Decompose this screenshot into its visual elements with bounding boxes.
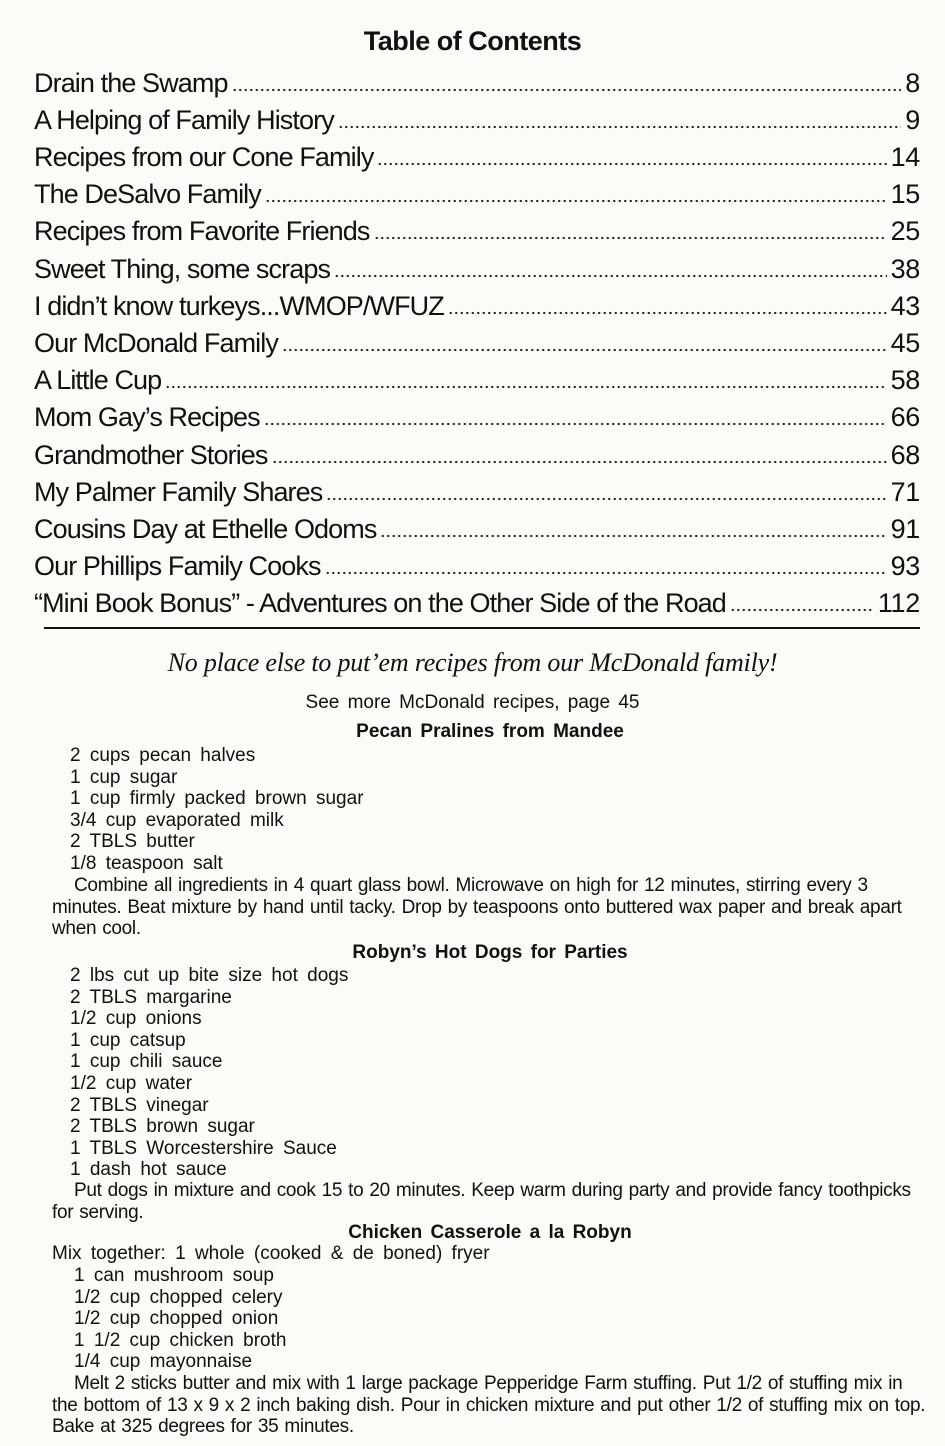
toc-list — [34, 62, 920, 620]
ingredient: 1 cup firmly packed brown sugar — [70, 788, 364, 810]
ingredient: 1 TBLS Worcestershire Sauce — [70, 1137, 337, 1159]
toc-entry — [34, 99, 920, 136]
toc-entry-label: Drain the Swamp — [34, 67, 228, 98]
ingredient: 3/4 cup evaporated milk — [70, 809, 284, 831]
ingredient-list — [70, 745, 364, 875]
toc-entry — [34, 248, 920, 285]
toc-dot-leader — [165, 360, 886, 390]
ingredient: 2 lbs cut up bite size hot dogs — [70, 965, 349, 986]
ingredient: 1 can mushroom soup — [74, 1265, 274, 1286]
toc-entry — [34, 174, 920, 211]
toc-entry-page: 91 — [890, 513, 920, 544]
toc-dot-leader — [325, 545, 887, 575]
toc-dot-leader — [374, 211, 887, 241]
toc-entry-label: The DeSalvo Family — [34, 179, 261, 210]
toc-entry-label: A Helping of Family History — [34, 104, 334, 135]
ingredient: 1/8 teaspoon salt — [70, 852, 223, 874]
ingredient: 1/4 cup mayonnaise — [74, 1351, 253, 1373]
toc-entry-page: 45 — [890, 328, 920, 358]
toc-entry-page: 112 — [877, 588, 920, 619]
section-divider — [44, 627, 920, 629]
toc-dot-leader — [380, 508, 886, 538]
toc-dot-leader — [232, 62, 902, 92]
ingredient: 1 cup catsup — [70, 1029, 186, 1051]
toc-entry-page: 71 — [890, 476, 920, 507]
ingredient: 1/2 cup chopped onion — [74, 1308, 279, 1330]
toc-entry — [34, 508, 920, 545]
toc-entry-page: 58 — [890, 365, 920, 396]
toc-entry-page: 43 — [890, 290, 920, 321]
toc-entry-page: 38 — [890, 253, 920, 284]
toc-dot-leader — [265, 174, 887, 204]
recipe-title: Pecan Pralines from Mandee — [356, 721, 624, 742]
toc-entry — [34, 397, 920, 434]
toc-entry-label: Recipes from our Cone Family — [34, 142, 374, 173]
toc-entry-page: 25 — [890, 216, 920, 247]
toc-entry-label: Recipes from Favorite Friends — [34, 216, 370, 247]
ingredient-list — [70, 965, 348, 1181]
recipe-intro: Mix together: 1 whole (cooked & de boned) fryer — [52, 1243, 490, 1264]
toc-entry-label: My Palmer Family Shares — [34, 476, 323, 507]
toc-dot-leader — [264, 397, 887, 427]
toc-entry-page: 14 — [890, 142, 920, 173]
toc-entry — [34, 545, 920, 582]
ingredient: 1 1/2 cup chicken broth — [74, 1329, 287, 1351]
toc-entry-page: 68 — [890, 439, 920, 470]
toc-entry — [34, 360, 920, 397]
toc-dot-leader — [326, 471, 886, 501]
ingredient: 1/2 cup water — [70, 1072, 193, 1094]
toc-entry — [34, 285, 920, 322]
toc-dot-leader — [282, 322, 887, 352]
section-subtitle: No place else to put’em recipes from our McDonald family! — [167, 648, 778, 677]
toc-entry-page: 93 — [890, 551, 920, 582]
toc-entry-page: 8 — [905, 67, 920, 98]
toc-entry — [34, 583, 920, 620]
toc-entry-label: I didn’t know turkeys...WMOP/WFUZ — [34, 290, 444, 321]
ingredient: 1 cup chili sauce — [70, 1051, 223, 1073]
ingredient: 2 cups pecan halves — [70, 745, 256, 766]
toc-entry-page: 15 — [890, 179, 920, 210]
ingredient: 1/2 cup onions — [70, 1008, 202, 1030]
toc-entry-label: Grandmother Stories — [34, 439, 268, 470]
ingredient: 2 TBLS brown sugar — [70, 1116, 255, 1138]
toc-entry — [34, 211, 920, 248]
toc-dot-leader — [338, 99, 901, 129]
toc-entry-page: 66 — [890, 402, 920, 433]
ingredient: 1 dash hot sauce — [70, 1159, 227, 1181]
toc-entry — [34, 471, 920, 508]
recipe-instructions: Put dogs in mixture and cook 15 to 20 minutes. Keep warm during party and provide fancy toothpicks for serving. — [52, 1180, 911, 1223]
ingredient: 2 TBLS vinegar — [70, 1094, 209, 1116]
toc-entry-label: Mom Gay’s Recipes — [34, 402, 260, 433]
recipe-title: Chicken Casserole a la Robyn — [348, 1222, 632, 1243]
toc-entry — [34, 136, 920, 173]
recipe-instructions: Combine all ingredients in 4 quart glass bowl. Microwave on high for 12 minutes, stirring every 3 minutes. Beat mixture by hand until tacky. Drop by teaspoons onto buttered wax paper and break apart when cool. — [52, 875, 902, 940]
toc-dot-leader — [377, 136, 886, 166]
ingredient: 2 TBLS margarine — [70, 986, 232, 1008]
toc-entry-label: “Mini Book Bonus” - Adventures on the Other Side of the Road — [34, 588, 726, 619]
toc-title: Table of Contents — [363, 26, 582, 56]
toc-entry-label: Cousins Day at Ethelle Odoms — [34, 513, 377, 544]
recipe-title: Robyn’s Hot Dogs for Parties — [352, 942, 628, 963]
toc-dot-leader — [448, 285, 887, 315]
toc-entry-label: A Little Cup — [34, 365, 162, 396]
toc-dot-leader — [334, 248, 887, 278]
toc-entry-label: Our McDonald Family — [34, 328, 278, 358]
toc-entry — [34, 62, 920, 99]
toc-dot-leader — [272, 434, 887, 464]
toc-entry — [34, 322, 920, 359]
recipe-instructions: Melt 2 sticks butter and mix with 1 large package Pepperidge Farm stuffing. Put 1/2 of stuffing mix in the bottom of 13 x 9 x 2 inch baking dish. Pour in chicken mixture and put other 1/2 of stuffing mix on top. Bake at 325 degrees for 35 minutes. — [52, 1373, 926, 1438]
toc-entry-label: Our Phillips Family Cooks — [34, 551, 321, 582]
ingredient: 1 cup sugar — [70, 766, 178, 788]
see-more-note: See more McDonald recipes, page 45 — [305, 692, 640, 713]
toc-entry-page: 9 — [905, 104, 920, 135]
ingredient: 1/2 cup chopped celery — [74, 1286, 283, 1308]
toc-entry — [34, 434, 920, 471]
ingredient-list — [74, 1265, 286, 1373]
ingredient: 2 TBLS butter — [70, 831, 195, 853]
toc-entry-label: Sweet Thing, some scraps — [34, 253, 331, 284]
toc-dot-leader — [730, 583, 874, 613]
